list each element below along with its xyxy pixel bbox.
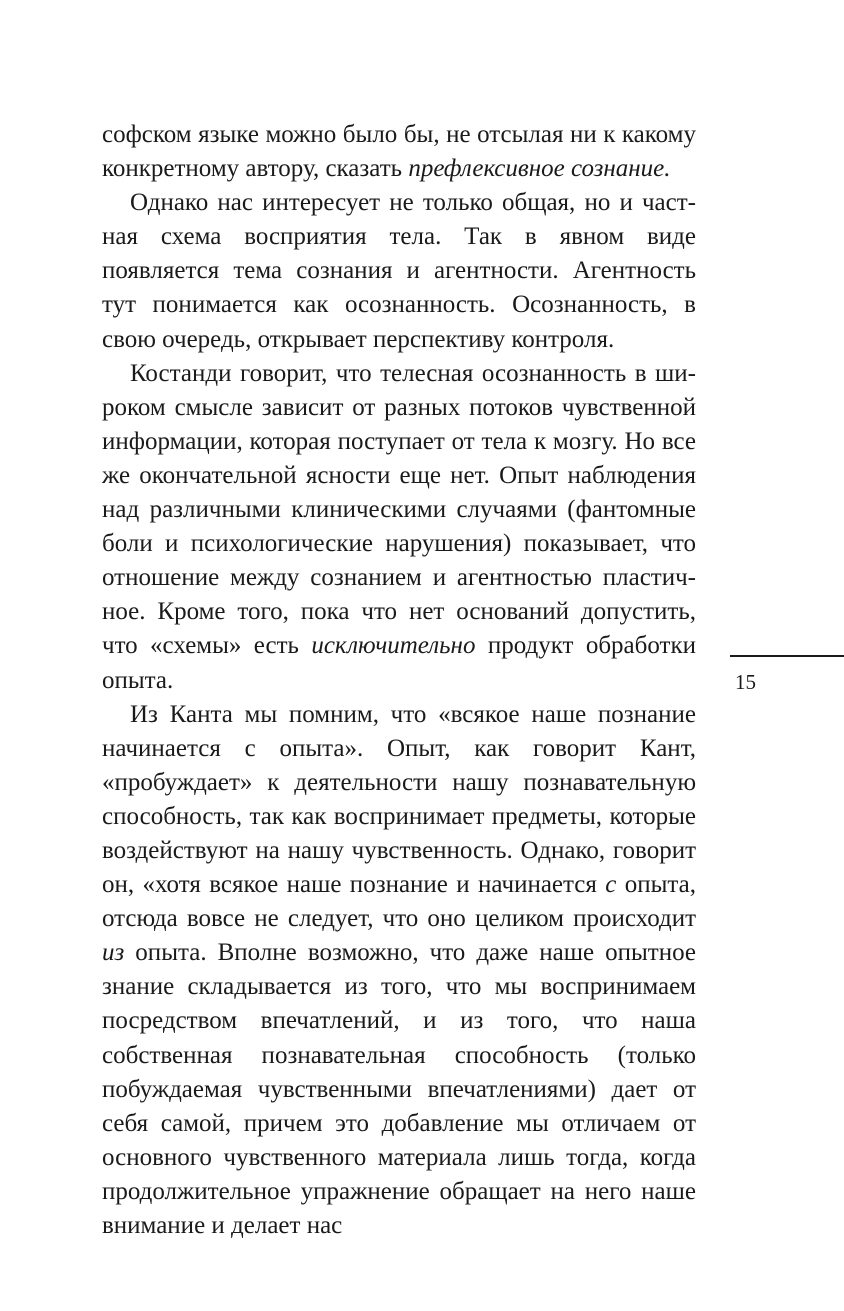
paragraph-1-text: софском языке можно было бы, не отсылая ни к какому конкретному автору, сказать	[102, 121, 696, 183]
paragraph-3-text-end: продукт обработки опыта.	[102, 632, 696, 694]
paragraph-1-italic: префлексивное сознание.	[408, 155, 671, 183]
page-number-rule	[730, 655, 844, 657]
paragraph-4-italic-2: из	[102, 939, 125, 967]
paragraph-4-text: Из Канта мы помним, что «всякое наше познание начинается с опыта». Опыт, как говорит Кант, «пробуждает» к деятельности нашу познавательную способность, так как воспринимает предметы, которые воздействуют на нашу чувственность. Однако, говорит он, «хотя всякое наше познание и начинается	[102, 700, 696, 899]
paragraph-3	[102, 357, 696, 698]
paragraph-3-italic: исключительно	[311, 632, 476, 660]
paragraph-2-text: Однако нас интересует не только общая, но и частная схема восприятия тела. Так в явном виде появляется тема сознания и агентности. Агентность тут понимается как осознанность. Осознанность, в свою очередь, открывает перспективу контроля.	[102, 189, 696, 353]
paragraph-2	[102, 186, 696, 356]
paragraph-4	[102, 698, 696, 1244]
paragraph-4-italic-1: с	[605, 871, 617, 899]
body-text	[102, 118, 696, 1243]
paragraph-4-text-2: опыта, отсюда вовсе не следует, что оно целиком происходит	[102, 871, 696, 933]
paragraph-3-text: Костанди говорит, что телесная осознанность в широком смысле зависит от разных потоков чувственной информации, которая поступает от тела к мозгу. Но все же окончательной ясности еще нет. Опыт наблюдения над различными клиническими случаями (фантомные боли и психологические нарушения) показывает, что отношение между сознанием и агентностью пластичное. Кроме того, пока что нет оснований допустить, что «схемы» есть	[102, 359, 696, 660]
paragraph-4-text-3: опыта. Вполне возможно, что даже наше опытное знание складывается из того, что мы воспринимаем посредством впечатлений, и из того, что наша собственная познавательная способность (только побуждаемая чувственными впечатлениями) дает от себя самой, причем это добавление мы отличаем от основного чувственного материала лишь тогда, когда продолжительное упражнение обращает на него наше внимание и делает нас	[102, 939, 696, 1239]
page-number: 15	[735, 670, 756, 694]
paragraph-1	[102, 118, 696, 186]
